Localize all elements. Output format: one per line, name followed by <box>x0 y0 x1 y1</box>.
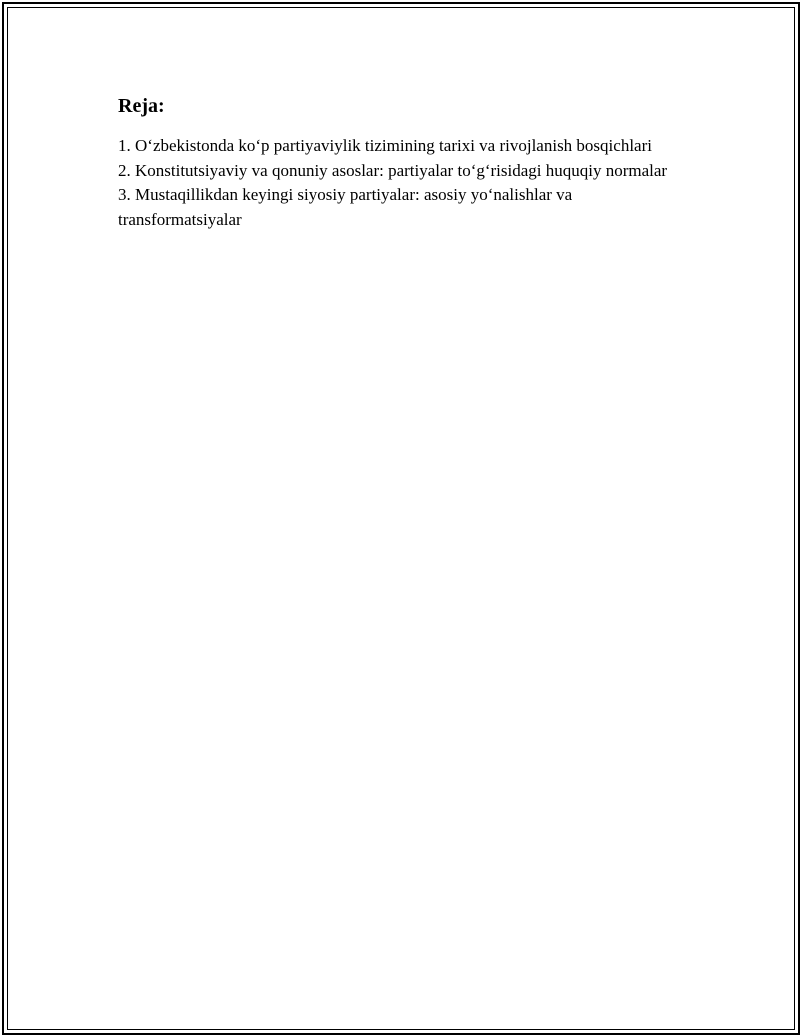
document-body <box>118 94 678 232</box>
plan-item-3: 3. Mustaqillikdan keyingi siyosiy partiyalar: asosiy yo‘nalishlar va transformatsiyalar <box>118 185 573 229</box>
plan-list <box>118 134 678 232</box>
plan-item-1: 1. O‘zbekistonda ko‘p partiyaviylik tizimining tarixi va rivojlanish bosqichlari <box>118 136 652 155</box>
plan-heading: Reja: <box>118 95 165 117</box>
plan-item-2: 2. Konstitutsiyaviy va qonuniy asoslar: partiyalar to‘g‘risidagi huquqiy normalar <box>118 160 668 180</box>
